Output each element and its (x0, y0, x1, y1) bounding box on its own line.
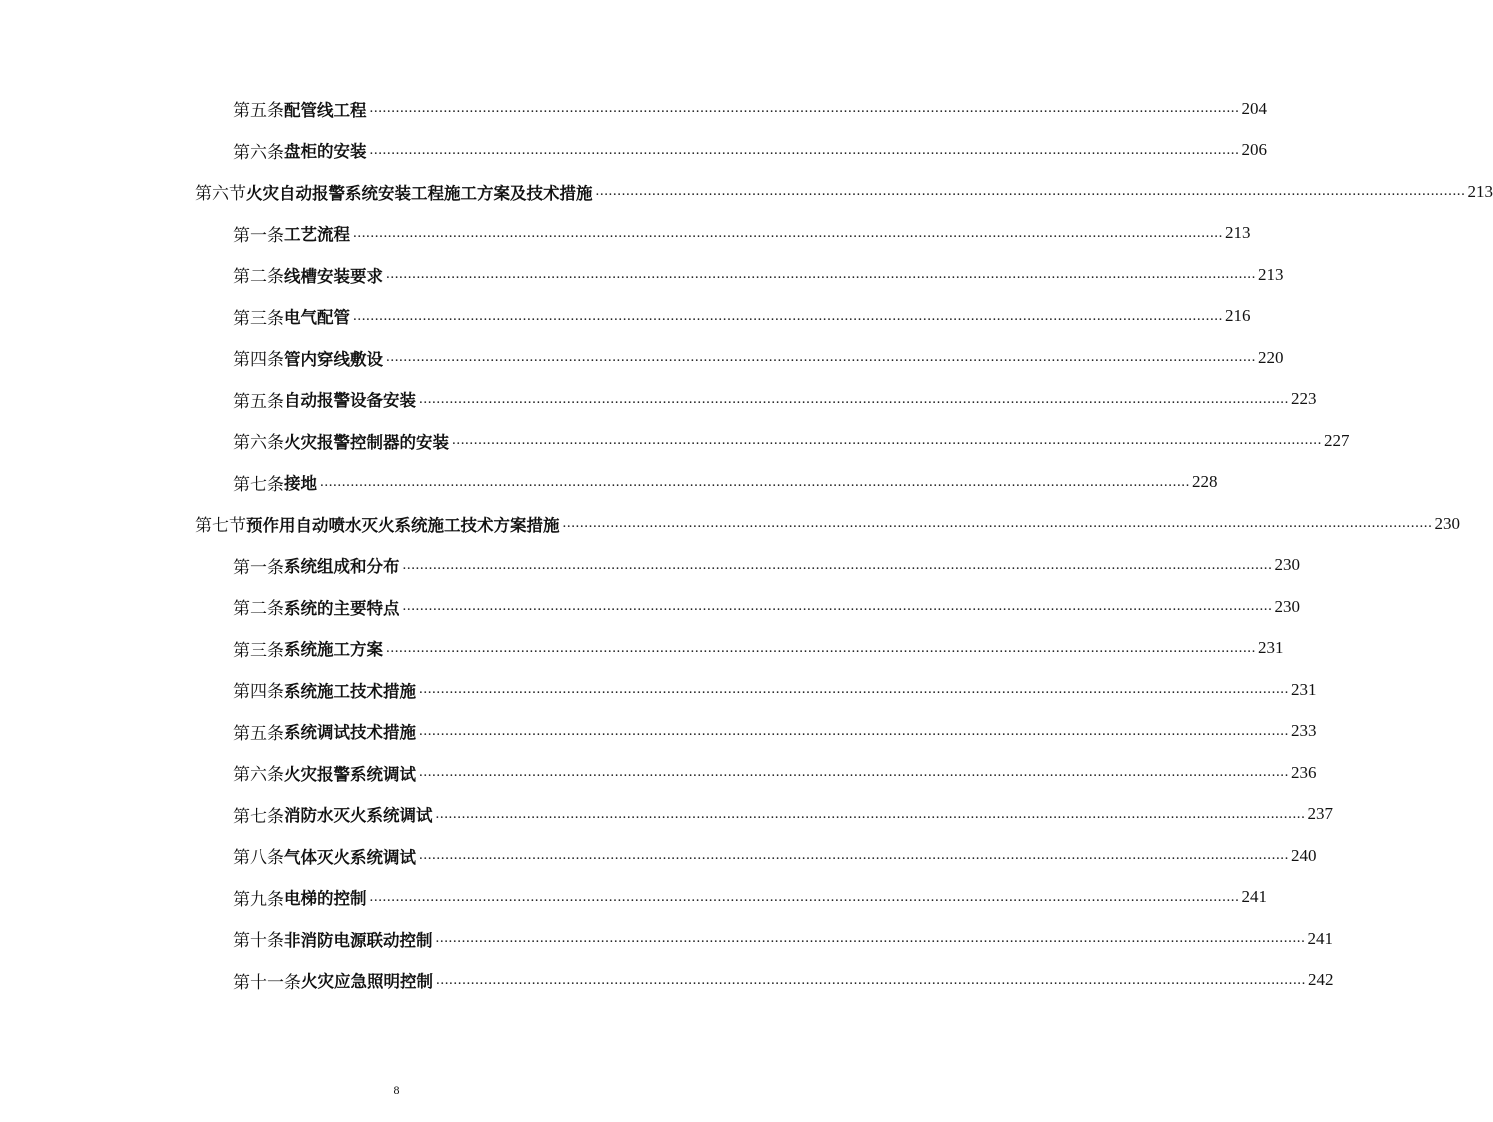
toc-entry-title: 火灾应急照明控制 (301, 972, 433, 992)
toc-article-entry[interactable] (0, 669, 1317, 711)
toc-entry-page: 228 (1192, 472, 1218, 492)
toc-article-entry[interactable] (0, 420, 1350, 462)
toc-entry-title: 系统调试技术措施 (284, 723, 416, 743)
toc-article-entry[interactable] (0, 379, 1317, 421)
toc-entry-title: 管内穿线敷设 (284, 349, 383, 369)
toc-entry-page: 230 (1274, 555, 1300, 575)
toc-dot-leader: ........................................................................................................................................................................................................ (435, 930, 1306, 947)
toc-dot-leader: ........................................................................................................................................................................................................ (386, 349, 1256, 366)
toc-entry-title: 接地 (284, 474, 317, 494)
toc-entry-title: 配管线工程 (284, 100, 367, 120)
toc-entry-page: 227 (1324, 430, 1350, 450)
toc-dot-leader: ........................................................................................................................................................................................................ (402, 598, 1273, 615)
toc-entry-number: 第十一条 (233, 972, 301, 993)
toc-entry-title: 自动报警设备安装 (284, 391, 416, 411)
toc-entry-number: 第六条 (233, 765, 284, 786)
toc-entry-number: 第六条 (233, 433, 284, 454)
toc-entry-number: 第七条 (233, 806, 284, 827)
toc-dot-leader: ........................................................................................................................................................................................................ (562, 515, 1433, 532)
page-number: 8 (393, 1083, 400, 1097)
toc-entry-title: 电梯的控制 (284, 889, 367, 909)
toc-entry-number: 第九条 (233, 889, 284, 910)
toc-entry-title: 电气配管 (284, 308, 350, 328)
toc-entry-page: 204 (1241, 98, 1267, 118)
toc-dot-leader: ........................................................................................................................................................................................................ (419, 390, 1289, 407)
toc-article-entry[interactable] (0, 337, 1284, 379)
toc-entry-number: 第二条 (233, 599, 284, 620)
toc-entry-number: 第一条 (233, 225, 284, 246)
toc-dot-leader: ........................................................................................................................................................................................................ (595, 183, 1466, 200)
toc-section-entry[interactable] (0, 171, 1493, 213)
toc-entry-title: 气体灭火系统调试 (284, 847, 416, 867)
toc-entry-title: 消防水灭火系统调试 (284, 806, 433, 826)
toc-article-entry[interactable] (0, 254, 1284, 296)
toc-entry-page: 206 (1241, 140, 1267, 160)
toc-entry-page: 216 (1225, 306, 1251, 326)
toc-entry-title: 系统的主要特点 (284, 598, 400, 618)
toc-entry-title: 系统组成和分布 (284, 557, 400, 577)
toc-entry-page: 213 (1467, 181, 1493, 201)
toc-article-entry[interactable] (0, 835, 1317, 877)
toc-entry-title: 线槽安装要求 (284, 266, 383, 286)
toc-entry-page: 240 (1291, 845, 1317, 865)
toc-entry-title: 工艺流程 (284, 225, 350, 245)
toc-entry-number: 第六节 (195, 184, 246, 205)
toc-article-entry[interactable] (0, 296, 1251, 338)
toc-entry-page: 230 (1434, 513, 1460, 533)
toc-dot-leader: ........................................................................................................................................................................................................ (353, 224, 1223, 241)
toc-article-entry[interactable] (0, 586, 1300, 628)
toc-entry-page: 223 (1291, 389, 1317, 409)
toc-article-entry[interactable] (0, 711, 1317, 753)
toc-entry-page: 241 (1241, 887, 1267, 907)
toc-dot-leader: ........................................................................................................................................................................................................ (386, 266, 1256, 283)
toc-entry-page: 230 (1274, 596, 1300, 616)
toc-entry-number: 第八条 (233, 848, 284, 869)
toc-article-entry[interactable] (0, 918, 1333, 960)
toc-entry-number: 第六条 (233, 142, 284, 163)
toc-entry-page: 241 (1307, 928, 1333, 948)
toc-dot-leader: ........................................................................................................................................................................................................ (353, 307, 1223, 324)
toc-entry-number: 第十条 (233, 931, 284, 952)
toc-article-entry[interactable] (0, 545, 1300, 587)
toc-dot-leader: ........................................................................................................................................................................................................ (436, 971, 1306, 988)
toc-dot-leader: ........................................................................................................................................................................................................ (419, 764, 1289, 781)
toc-entry-page: 231 (1258, 638, 1284, 658)
toc-dot-leader: ........................................................................................................................................................................................................ (419, 681, 1289, 698)
toc-entry-number: 第五条 (233, 391, 284, 412)
toc-entry-page: 236 (1291, 762, 1317, 782)
table-of-contents (0, 88, 1493, 1001)
toc-article-entry[interactable] (0, 752, 1317, 794)
toc-entry-number: 第四条 (233, 682, 284, 703)
toc-article-entry[interactable] (0, 213, 1251, 255)
toc-article-entry[interactable] (0, 130, 1267, 172)
toc-entry-title: 非消防电源联动控制 (284, 930, 433, 950)
toc-article-entry[interactable] (0, 877, 1267, 919)
toc-dot-leader: ........................................................................................................................................................................................................ (402, 556, 1273, 573)
toc-entry-title: 预作用自动喷水灭火系统施工技术方案措施 (246, 515, 560, 535)
toc-article-entry[interactable] (0, 628, 1284, 670)
toc-dot-leader: ........................................................................................................................................................................................................ (419, 847, 1289, 864)
toc-dot-leader: ........................................................................................................................................................................................................ (369, 100, 1240, 117)
toc-entry-title: 盘柜的安装 (284, 142, 367, 162)
toc-entry-number: 第一条 (233, 557, 284, 578)
toc-dot-leader: ........................................................................................................................................................................................................ (386, 639, 1256, 656)
toc-entry-number: 第三条 (233, 640, 284, 661)
toc-entry-page: 220 (1258, 347, 1284, 367)
toc-entry-title: 火灾自动报警系统安装工程施工方案及技术措施 (246, 183, 593, 203)
toc-entry-number: 第五条 (233, 723, 284, 744)
toc-entry-title: 系统施工方案 (284, 640, 383, 660)
toc-entry-title: 系统施工技术措施 (284, 681, 416, 701)
toc-entry-title: 火灾报警系统调试 (284, 764, 416, 784)
toc-article-entry[interactable] (0, 794, 1333, 836)
toc-entry-number: 第四条 (233, 350, 284, 371)
toc-dot-leader: ........................................................................................................................................................................................................ (419, 722, 1289, 739)
toc-entry-page: 242 (1308, 970, 1334, 990)
toc-dot-leader: ........................................................................................................................................................................................................ (452, 432, 1322, 449)
toc-entry-title: 火灾报警控制器的安装 (284, 432, 449, 452)
toc-article-entry[interactable] (0, 88, 1267, 130)
toc-article-entry[interactable] (0, 960, 1334, 1002)
toc-entry-number: 第三条 (233, 308, 284, 329)
toc-dot-leader: ........................................................................................................................................................................................................ (320, 473, 1190, 490)
toc-entry-number: 第七节 (195, 516, 246, 537)
toc-entry-page: 233 (1291, 721, 1317, 741)
toc-dot-leader: ........................................................................................................................................................................................................ (369, 141, 1240, 158)
toc-dot-leader: ........................................................................................................................................................................................................ (369, 888, 1240, 905)
toc-dot-leader: ........................................................................................................................................................................................................ (435, 805, 1306, 822)
toc-entry-page: 213 (1258, 264, 1284, 284)
toc-entry-page: 237 (1307, 804, 1333, 824)
toc-article-entry[interactable] (0, 462, 1218, 504)
toc-entry-number: 第二条 (233, 267, 284, 288)
toc-entry-number: 第七条 (233, 474, 284, 495)
toc-section-entry[interactable] (0, 503, 1460, 545)
toc-entry-page: 213 (1225, 223, 1251, 243)
toc-entry-number: 第五条 (233, 101, 284, 122)
toc-entry-page: 231 (1291, 679, 1317, 699)
